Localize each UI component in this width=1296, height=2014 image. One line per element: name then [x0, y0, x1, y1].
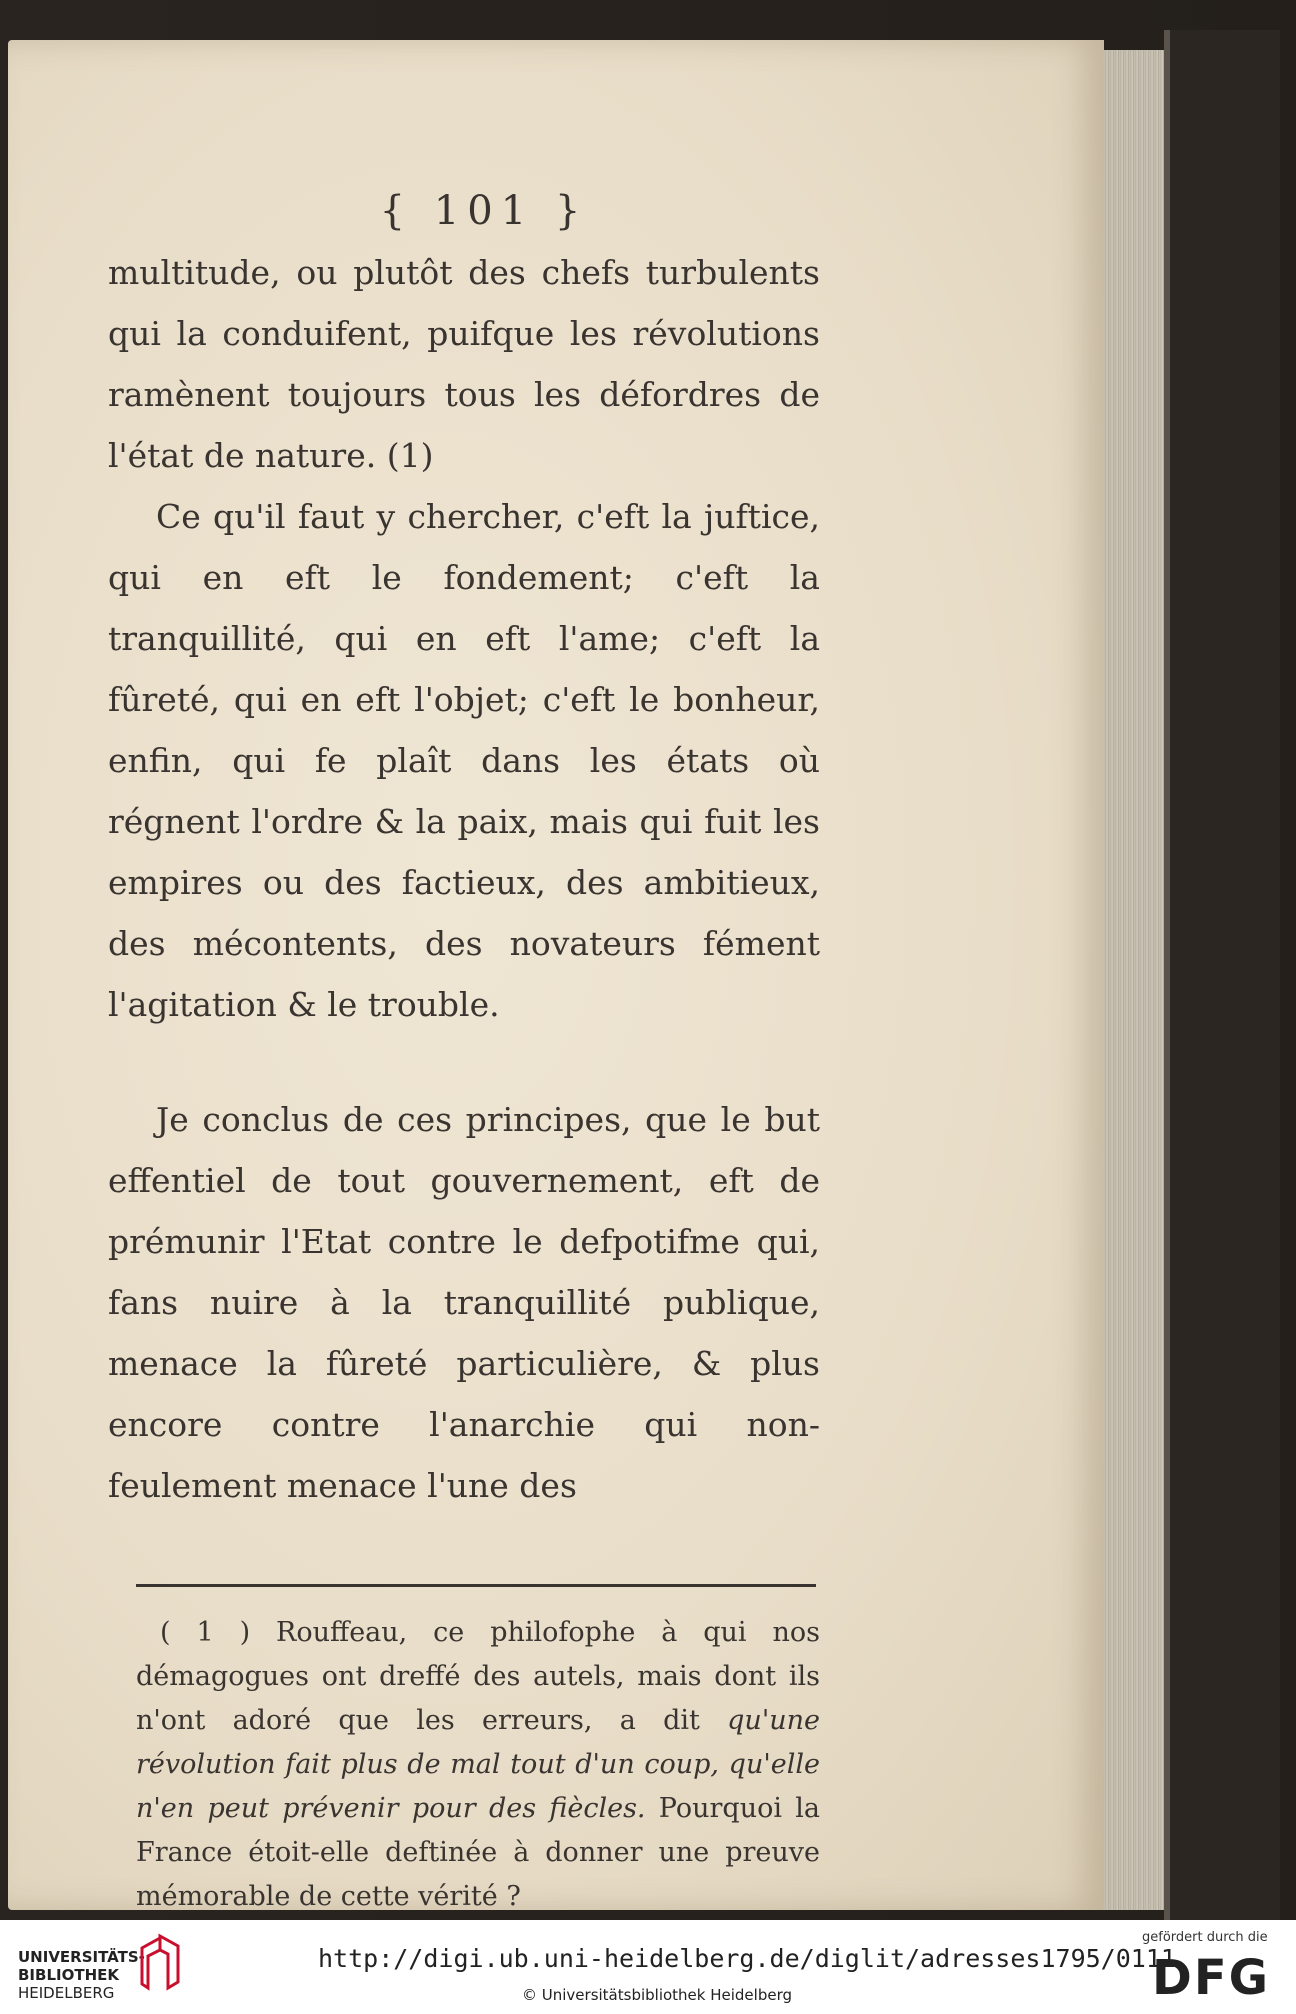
- library-logo-text: [18, 1948, 145, 2002]
- footnote-rule: [136, 1584, 816, 1587]
- footnote-quote: qu'une révolution fait plus de mal tout d'un coup, qu'elle n'en peut prévenir pour des fiècles.: [136, 1705, 820, 1824]
- paragraph-2: Ce qu'il faut y chercher, c'eft la juftice, qui en eft le fondement; c'eft la tranquillité, qui en eft l'ame; c'eft la fûreté, qui en eft l'objet; c'eft le bonheur, enfin, qui fe plaît dans les états où régnent l'ordre & la paix, mais qui fuit les empires ou des factieux, des ambitieux, des mécontents, des novateurs fément l'agitation & le trouble.: [108, 497, 820, 1024]
- copyright-text: © Universitätsbibliothek Heidelberg: [522, 1986, 793, 2004]
- page-edges: [1104, 50, 1164, 1910]
- library-line-1: UNIVERSITÄTS-: [18, 1948, 145, 1966]
- library-line-2: BIBLIOTHEK: [18, 1966, 119, 1984]
- footer-bar: [0, 1920, 1296, 2014]
- footnote-lead: ( 1 ) Rouffeau, ce philofophe à qui nos démagogues ont dreffé des autels, mais dont ils n'ont adoré que les erreurs, a dit: [136, 1617, 820, 1736]
- permalink-url[interactable]: http://digi.ub.uni-heidelberg.de/diglit/adresses1795/0111: [318, 1944, 1176, 1973]
- body-text: [108, 242, 820, 1516]
- paragraph-3: Je conclus de ces principes, que le but effentiel de tout gouvernement, eft de prémunir l'Etat contre le defpotifme qui, fans nuire à la tranquillité publique, menace la fûreté particulière, & plus encore contre l'anarchie qui non-feulement menace l'une des: [108, 1100, 820, 1505]
- footnote: [136, 1611, 820, 1919]
- page-text: [108, 188, 820, 1920]
- book-cover: [1164, 30, 1280, 1920]
- funded-by-text: gefördert durch die: [1142, 1930, 1268, 1945]
- dfg-logo: DFG: [1152, 1950, 1271, 2006]
- library-line-3: HEIDELBERG: [18, 1984, 115, 2002]
- paragraph-1: multitude, ou plutôt des chefs turbulents qui la conduifent, puifque les révolutions ramènent toujours tous les défordres de l'état de nature. (1): [108, 253, 820, 475]
- footnote-tail: Pourquoi la France étoit-elle deftinée à donner une preuve mémorable de cette vérité ?: [136, 1793, 820, 1912]
- library-logo-icon: [138, 1932, 182, 1992]
- page-header: { 101 }: [379, 188, 589, 234]
